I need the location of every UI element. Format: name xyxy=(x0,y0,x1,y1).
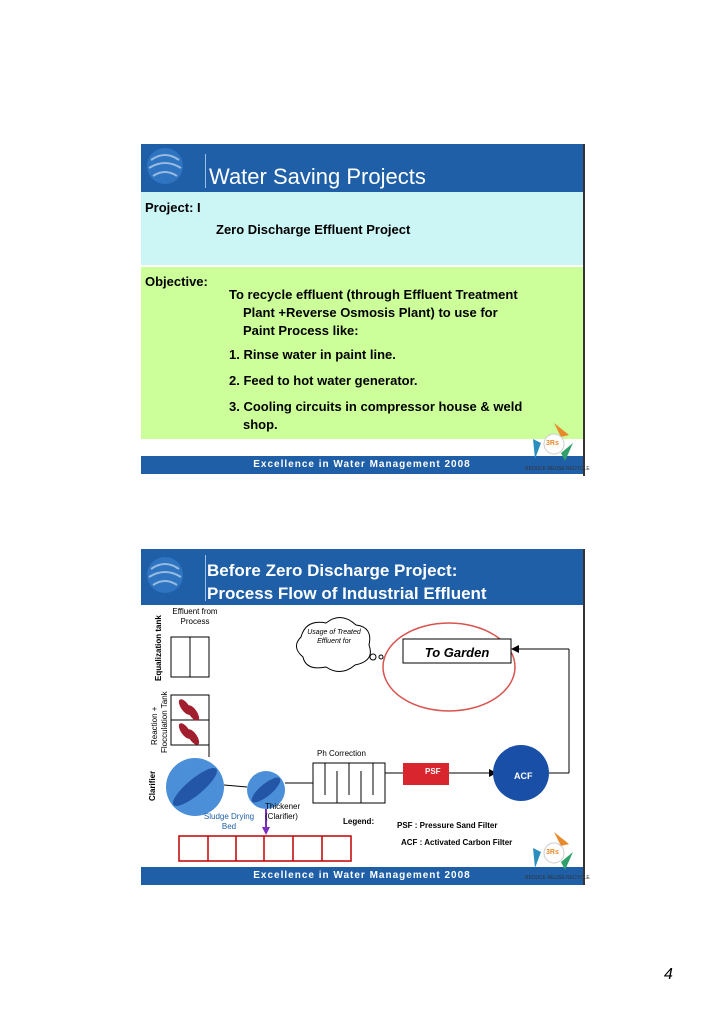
badge-center-text: 3Rs xyxy=(546,849,559,856)
recycle-badge xyxy=(525,828,590,885)
slide-1 xyxy=(141,144,590,476)
thickener-label: Thickener (Clarifier) xyxy=(265,802,301,821)
slide-2 xyxy=(141,549,590,885)
objective-item-3-line-2: shop. xyxy=(243,417,278,432)
garden-oval xyxy=(383,623,515,711)
objective-band xyxy=(141,267,583,439)
clarifier-label: Clarifier xyxy=(148,770,157,801)
slide-2-header xyxy=(141,549,583,605)
objective-line-1: To recycle effluent (through Effluent Treatment xyxy=(229,287,518,302)
to-garden-label: To Garden xyxy=(424,645,490,660)
ph-correction-label: Ph Correction xyxy=(317,749,366,758)
badge-caption: REDUCE REUSE RECYCLE xyxy=(525,875,590,881)
legend-psf: PSF : Pressure Sand Filter xyxy=(397,821,498,830)
usage-bubble-text: Usage of Treated Effluent for xyxy=(307,629,361,645)
slide-1-title: Water Saving Projects xyxy=(209,164,426,189)
badge-caption: REDUCE REUSE RECYCLE xyxy=(525,466,590,472)
equalization-tank-label: Equalization tank xyxy=(154,615,163,681)
legend-label: Legend: xyxy=(343,817,375,826)
header-divider xyxy=(205,154,206,188)
page-number: 4 xyxy=(664,966,673,983)
slide-1-footer: Excellence in Water Management 2008 xyxy=(141,456,583,474)
objective-item-1: 1. Rinse water in paint line. xyxy=(229,347,396,362)
objective-line-2: Plant +Reverse Osmosis Plant) to use for xyxy=(243,305,498,320)
objective-item-2: 2. Feed to hot water generator. xyxy=(229,373,418,388)
sludge-drying-bed-label: Sludge Drying Bed xyxy=(203,812,255,831)
acf-label: ACF xyxy=(514,771,533,781)
company-logo-icon xyxy=(145,555,201,595)
objective-label: Objective: xyxy=(145,274,208,289)
flocculation-tank-label: Flocculation Tank xyxy=(160,691,169,753)
badge-center-text: 3Rs xyxy=(546,440,559,447)
sludge-drying-bed xyxy=(179,836,351,861)
effluent-from-process-label: Effluent from Process xyxy=(172,607,218,626)
project-band xyxy=(141,192,583,265)
reaction-label: Reaction + xyxy=(150,706,159,745)
slide-2-footer: Excellence in Water Management 2008 xyxy=(141,867,583,885)
psf-label: PSF xyxy=(425,767,441,776)
project-label: Project: I xyxy=(145,200,201,215)
company-logo-icon xyxy=(145,146,201,186)
slide-1-header xyxy=(141,144,583,192)
legend-acf: ACF : Activated Carbon Filter xyxy=(401,838,513,847)
objective-item-3-line-1: 3. Cooling circuits in compressor house & weld xyxy=(229,399,523,414)
recycle-badge xyxy=(525,419,590,476)
project-name: Zero Discharge Effluent Project xyxy=(216,222,411,237)
header-divider xyxy=(205,555,206,601)
slide-2-title-line-1: Before Zero Discharge Project: xyxy=(207,561,458,580)
objective-line-3: Paint Process like: xyxy=(243,323,359,338)
slide-2-title-line-2: Process Flow of Industrial Effluent xyxy=(207,584,487,603)
